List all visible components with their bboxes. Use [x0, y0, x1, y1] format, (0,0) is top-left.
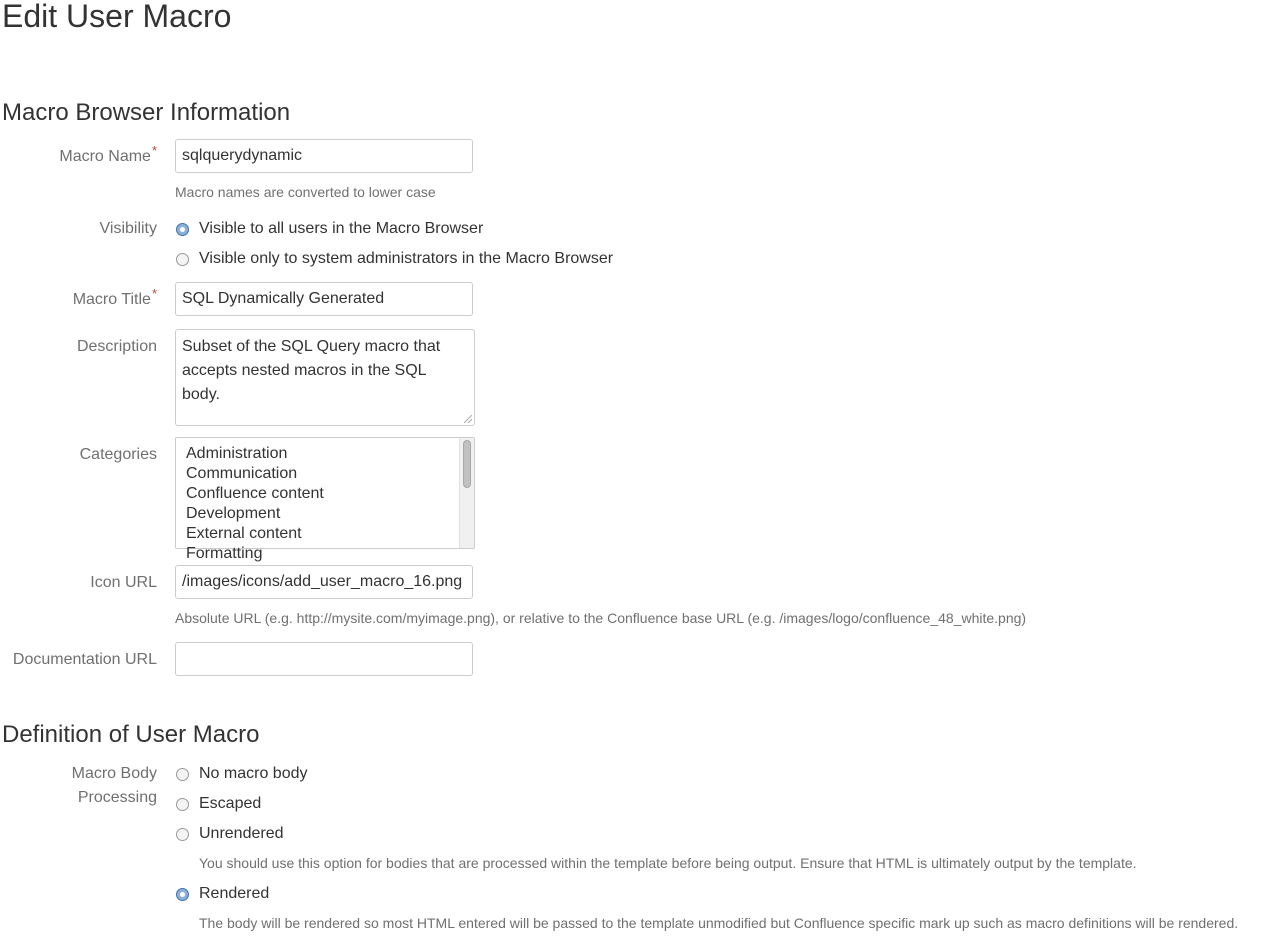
macro-name-input[interactable]: sqlquerydynamic: [175, 139, 473, 173]
required-marker: *: [151, 143, 157, 158]
category-option[interactable]: Communication: [186, 465, 298, 482]
required-marker: *: [151, 286, 157, 301]
body-rendered-radio[interactable]: [176, 888, 189, 901]
category-option[interactable]: Formatting: [186, 545, 263, 562]
scrollbar-thumb[interactable]: [463, 440, 471, 488]
body-no-macro-body-label[interactable]: No macro body: [199, 765, 308, 782]
documentation-url-input[interactable]: [175, 642, 473, 676]
body-escaped-radio[interactable]: [176, 798, 189, 811]
visibility-admins-radio[interactable]: [176, 253, 189, 266]
body-escaped-label[interactable]: Escaped: [199, 795, 262, 812]
description-label: Description: [76, 338, 157, 355]
resize-grip-icon[interactable]: [464, 415, 472, 423]
page-title: Edit User Macro: [2, 0, 232, 34]
description-line: body.: [182, 386, 220, 403]
category-option[interactable]: External content: [186, 525, 302, 542]
body-no-macro-body-radio[interactable]: [176, 768, 189, 781]
section-heading-browser: Macro Browser Information: [2, 99, 291, 126]
macro-title-label: Macro Title*: [72, 286, 157, 308]
body-rendered-help: The body will be rendered so most HTML entered will be passed to the template unmodified but Confluence specific mark up such as macro definitions will be rendered.: [199, 915, 1239, 931]
visibility-label: Visibility: [99, 220, 157, 237]
icon-url-label: Icon URL: [90, 574, 157, 591]
visibility-all-radio[interactable]: [176, 223, 189, 236]
macro-title-input[interactable]: SQL Dynamically Generated: [175, 282, 473, 316]
categories-label: Categories: [79, 446, 157, 463]
visibility-all-label[interactable]: Visible to all users in the Macro Browser: [199, 220, 484, 237]
categories-listbox[interactable]: [175, 437, 475, 562]
visibility-admins-label[interactable]: Visible only to system administrators in the Macro Browser: [199, 250, 614, 267]
documentation-url-label: Documentation URL: [12, 651, 157, 668]
category-option[interactable]: Administration: [186, 445, 288, 462]
macro-body-label-line1: Macro Body: [71, 765, 157, 782]
description-line: Subset of the SQL Query macro that: [182, 338, 441, 355]
body-unrendered-label[interactable]: Unrendered: [199, 825, 284, 842]
body-unrendered-radio[interactable]: [176, 828, 189, 841]
macro-name-label: Macro Name*: [59, 143, 157, 165]
section-heading-definition: Definition of User Macro: [2, 721, 260, 748]
body-unrendered-help: You should use this option for bodies that are processed within the template before being output. Ensure that HTML is ultimately output by the template.: [199, 855, 1137, 871]
category-option[interactable]: Confluence content: [186, 485, 324, 502]
macro-name-help: Macro names are converted to lower case: [175, 184, 436, 200]
icon-url-input[interactable]: /images/icons/add_user_macro_16.png: [175, 565, 473, 599]
description-textarea[interactable]: [175, 329, 475, 426]
body-rendered-label[interactable]: Rendered: [199, 885, 270, 902]
categories-scrollbar[interactable]: [459, 438, 474, 548]
description-line: accepts nested macros in the SQL: [182, 362, 427, 379]
icon-url-help: Absolute URL (e.g. http://mysite.com/myimage.png), or relative to the Confluence base URL (e.g. /images/logo/confluence_48_white.png): [175, 610, 1027, 626]
category-option[interactable]: Development: [186, 505, 281, 522]
macro-body-label-line2: Processing: [77, 789, 157, 806]
